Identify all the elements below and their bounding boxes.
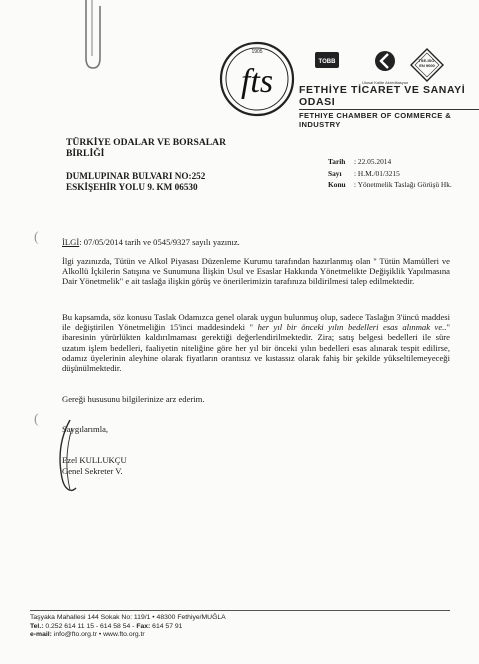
iso-logo	[410, 48, 444, 87]
closing: Saygılarımla,	[62, 424, 109, 434]
paragraph-3: Gereği hususunu bilgilerinize arz ederim.	[62, 394, 205, 404]
iso-logo-icon	[410, 48, 444, 82]
paragraph-2-part-a: Bu kapsamda, söz konusu Taslak Odamızca genel olarak uygun bulunmuş olup, sadece Taslağın 3'üncü maddesi ile değiştirilen Yönetmeliğin 15'inci maddesindeki "	[62, 312, 450, 333]
number-value: : H.M./01/3215	[354, 168, 400, 178]
phone-label: Tel.:	[30, 622, 44, 630]
paragraph-2	[62, 312, 450, 373]
date-value: : 22.05.2014	[354, 157, 392, 166]
recipient-line-1: TÜRKİYE ODALAR VE BORSALAR	[66, 137, 227, 148]
phone-value: 0.252 614 11 15 - 614 58 54 -	[43, 622, 137, 630]
chamber-name-tr: FETHİYE TİCARET VE SANAYİ ODASI	[299, 84, 466, 108]
footer-email	[30, 631, 226, 640]
iso-caption: TSE-ISO-EN 9000	[418, 59, 436, 68]
kalite-logo-icon	[370, 50, 400, 74]
footer-address: Taşyaka Mahallesi 144 Sokak No: 119/1 • 48300 Fethiye/MUĞLA	[30, 614, 226, 621]
letter-meta	[326, 155, 456, 192]
subject-label: Konu	[328, 180, 346, 190]
email-label: e-mail:	[30, 631, 52, 639]
tobb-logo-icon	[312, 50, 342, 74]
recipient-address	[66, 171, 205, 193]
footer-phone	[30, 623, 226, 632]
subject-value: : Yönetmelik Taslağı Görüşü Hk.	[354, 180, 452, 190]
fax-label: Fax:	[136, 622, 151, 630]
footer-divider	[30, 610, 450, 611]
logo-text: fts	[240, 63, 274, 100]
signatory-name: Ezel KULLUKÇU	[62, 455, 127, 465]
fax-value: 614 57 91	[150, 622, 183, 630]
reference-line	[62, 237, 450, 247]
kalite-logo	[362, 50, 408, 85]
tobb-caption: TOBB	[318, 59, 336, 65]
paragraph-1: İlgi yazınızda, Tütün ve Alkol Piyasası Düzenleme Kurumu tarafından hazırlanmış olan " Tütün Mamülleri ve Alkollü İçkilerin Satışına ve Sunumuna İlişkin Usul ve Esaslar Hakkında Yönetmelikte Değişiklik Yapılmasına Dair Yönetmelik" e ait taslağa ilişkin görüş ve önerilerimizin tarafınıza bildirilmesi talep edilmektedir.	[62, 256, 450, 287]
fts-logo-icon	[218, 40, 296, 118]
recipient-block	[66, 137, 226, 159]
reference-text: : 07/05/2014 tarih ve 0545/9327 sayılı yazınız.	[79, 237, 240, 247]
email-value: info@fto.org.tr • www.fto.org.tr	[51, 631, 145, 639]
chamber-name	[299, 84, 479, 129]
tobb-logo	[312, 50, 342, 79]
recipient-line-2: BİRLİĞİ	[66, 148, 105, 159]
margin-mark: (	[34, 230, 39, 245]
paperclip-icon	[78, 0, 108, 72]
number-label: Sayı	[328, 168, 342, 178]
margin-mark: (	[34, 412, 39, 427]
address-line-1: DUMLUPINAR BULVARI NO:252	[66, 171, 206, 181]
footer	[30, 614, 226, 640]
signatory-title: Genel Sekreter V.	[62, 466, 123, 476]
address-line-2: ESKİŞEHİR YOLU 9. KM 06530	[66, 182, 198, 192]
date-label: Tarih	[328, 157, 346, 166]
logo-year: 1905	[251, 49, 263, 55]
reference-label: İLGİ	[62, 237, 80, 247]
kalite-caption: Ulusal Kalite Akreditasyon	[362, 80, 409, 85]
chamber-name-en: FETHIYE CHAMBER OF COMMERCE & INDUSTRY	[299, 109, 479, 129]
paragraph-2-quote: her yıl bir önceki yılın bedelleri esas alınmak ve..	[253, 322, 447, 333]
paragraph-2-part-b: " ibaresinin yürürlükten kaldırılmaması gerektiği değerlendirilmektedir. Zira; satış belgesi bedelleri ile süre uzatım işlem bedelleri, faaliyetin niteliğine göre her yıl bir önceki yılın bedelleri esas alınarak tespit edilirse, odamız üyelerinin aleyhine olarak fiyatların orantısız ve kıstassız olarak fahiş bir şekilde yükseltilemeyeceği düşünülmektedir.	[62, 322, 450, 374]
